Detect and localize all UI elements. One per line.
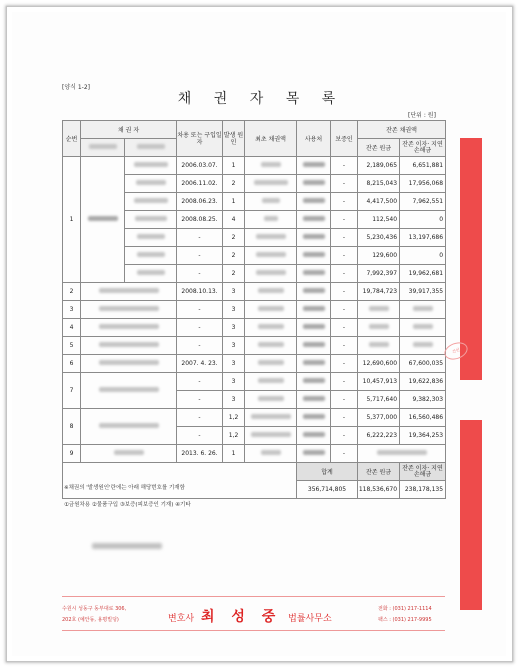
original-cell: [245, 445, 297, 463]
principal-cell: 7,992,397: [358, 265, 400, 283]
footer-firm-suffix: 법률사무소: [288, 614, 332, 624]
interest-cell: 19,364,253: [400, 427, 446, 445]
guarantor-cell: -: [331, 157, 358, 175]
usage-cell: [297, 265, 331, 283]
creditor-name-cell: [81, 157, 125, 283]
creditor-name-cell: [81, 337, 177, 355]
creditor-name-cell: [81, 355, 177, 373]
cause-cell: 3: [223, 355, 245, 373]
table-row: [63, 355, 446, 373]
principal-cell: 6,222,223: [358, 427, 400, 445]
summary-interest-label: 잔존 이자· 지연손해금: [400, 463, 446, 481]
seq-cell: 1: [63, 157, 81, 283]
original-cell: [245, 229, 297, 247]
seq-cell: 9: [63, 445, 81, 463]
original-cell: [245, 409, 297, 427]
header-row-1: [63, 121, 446, 139]
guarantor-cell: -: [331, 337, 358, 355]
header-guarantor: 보증인: [331, 121, 358, 157]
usage-cell: [297, 175, 331, 193]
principal-cell: 5,377,000: [358, 409, 400, 427]
table-row: [63, 301, 446, 319]
creditor-name-cell: [81, 283, 177, 301]
principal-cell: [358, 319, 400, 337]
interest-cell: 7,962,551: [400, 193, 446, 211]
date-cell: -: [177, 373, 223, 391]
guarantor-cell: -: [331, 427, 358, 445]
unit-label: [단위 : 원]: [408, 112, 436, 119]
guarantor-cell: -: [331, 373, 358, 391]
seq-cell: 5: [63, 337, 81, 355]
date-cell: 2008.06.23.: [177, 193, 223, 211]
footer-firm-name: [168, 606, 332, 626]
usage-cell: [297, 247, 331, 265]
creditor-detail-cell: [125, 157, 177, 175]
header-date: 차용 또는 구입일자: [177, 121, 223, 157]
creditor-name-cell: [81, 319, 177, 337]
interest-cell: 39,917,355: [400, 283, 446, 301]
usage-cell: [297, 283, 331, 301]
guarantor-cell: -: [331, 319, 358, 337]
usage-cell: [297, 427, 331, 445]
footer-contact: [378, 604, 432, 626]
usage-cell: [297, 391, 331, 409]
original-cell: [245, 319, 297, 337]
interest-cell: 13,197,686: [400, 229, 446, 247]
creditor-name-cell: [81, 409, 177, 445]
date-cell: -: [177, 319, 223, 337]
usage-cell: [297, 211, 331, 229]
header-original: 최초 채권액: [245, 121, 297, 157]
footer-address-line-1: 수원시 성동구 동부대로 306,: [62, 606, 127, 612]
date-cell: -: [177, 409, 223, 427]
creditor-name-cell: [81, 301, 177, 319]
interest-cell: 17,956,068: [400, 175, 446, 193]
creditor-table: [62, 120, 446, 499]
signature-blur: [92, 543, 162, 549]
principal-cell: 8,215,043: [358, 175, 400, 193]
usage-cell: [297, 301, 331, 319]
date-cell: -: [177, 265, 223, 283]
creditor-name-header: [81, 139, 125, 157]
cause-cell: 1,2: [223, 427, 245, 445]
header-seq: 순번: [63, 121, 81, 157]
date-cell: -: [177, 427, 223, 445]
table-row: [63, 409, 446, 427]
guarantor-cell: -: [331, 211, 358, 229]
notes-line-2: ①금원차용 ②물품구입 ③보증(피보증인 기재) ④기타: [64, 502, 191, 508]
date-cell: 2008.10.13.: [177, 283, 223, 301]
interest-cell: 19,622,836: [400, 373, 446, 391]
principal-cell: 129,600: [358, 247, 400, 265]
document-title: 채 권 자 목 록: [177, 91, 345, 107]
guarantor-cell: -: [331, 409, 358, 427]
guarantor-cell: -: [331, 391, 358, 409]
date-cell: 2006.03.07.: [177, 157, 223, 175]
principal-cell: [358, 337, 400, 355]
creditor-detail-cell: [125, 265, 177, 283]
creditor-detail-cell: [125, 193, 177, 211]
original-cell: [245, 301, 297, 319]
summary-principal-value: 118,536,670: [358, 481, 400, 499]
original-cell: [245, 157, 297, 175]
principal-cell: 10,457,913: [358, 373, 400, 391]
table-row: [63, 373, 446, 391]
date-cell: 2007. 4. 23.: [177, 355, 223, 373]
interest-cell: 0: [400, 211, 446, 229]
principal-cell: 5,717,640: [358, 391, 400, 409]
table-row: [63, 157, 446, 175]
remaining-cell: [358, 445, 446, 463]
summary-principal-label: 잔존 원금: [358, 463, 400, 481]
footer-address-line-2: 202호 (예안동, 용평빌딩): [62, 617, 119, 623]
summary-total-value: 356,714,805: [297, 481, 358, 499]
interest-cell: 0: [400, 247, 446, 265]
date-cell: 2008.08.25.: [177, 211, 223, 229]
original-cell: [245, 247, 297, 265]
cause-cell: 1: [223, 193, 245, 211]
original-cell: [245, 193, 297, 211]
guarantor-cell: -: [331, 301, 358, 319]
summary-interest-value: 238,178,135: [400, 481, 446, 499]
header-principal: 잔존 원금: [358, 139, 400, 157]
footer-rule-bottom: [62, 630, 445, 631]
original-cell: [245, 391, 297, 409]
table-row: [63, 337, 446, 355]
date-cell: -: [177, 247, 223, 265]
cause-cell: 1,2: [223, 409, 245, 427]
principal-cell: 12,690,600: [358, 355, 400, 373]
cause-cell: 3: [223, 283, 245, 301]
interest-cell: 6,651,881: [400, 157, 446, 175]
usage-cell: [297, 319, 331, 337]
summary-header-row: [63, 463, 446, 481]
cause-cell: 3: [223, 319, 245, 337]
table-row: [63, 283, 446, 301]
guarantor-cell: -: [331, 193, 358, 211]
date-cell: -: [177, 391, 223, 409]
date-cell: 2006.11.02.: [177, 175, 223, 193]
date-cell: -: [177, 229, 223, 247]
seq-cell: 6: [63, 355, 81, 373]
usage-cell: [297, 355, 331, 373]
creditor-detail-cell: [125, 229, 177, 247]
cause-cell: 3: [223, 301, 245, 319]
interest-cell: 19,962,681: [400, 265, 446, 283]
date-cell: -: [177, 301, 223, 319]
header-creditor: 채 권 자: [81, 121, 177, 139]
original-cell: [245, 211, 297, 229]
creditor-detail-cell: [125, 247, 177, 265]
guarantor-cell: -: [331, 355, 358, 373]
form-number: [양식 1-2]: [62, 84, 90, 91]
footer-firm-prefix: 변호사: [168, 614, 195, 624]
principal-cell: 112,540: [358, 211, 400, 229]
cause-cell: 1: [223, 445, 245, 463]
seq-cell: 7: [63, 373, 81, 409]
cause-cell: 2: [223, 247, 245, 265]
interest-cell: [400, 301, 446, 319]
usage-cell: [297, 373, 331, 391]
interest-cell: [400, 319, 446, 337]
footer-fax: 팩스 : (031) 217-9995: [378, 617, 432, 623]
table-row: [63, 445, 446, 463]
seq-cell: 2: [63, 283, 81, 301]
cause-cell: 2: [223, 175, 245, 193]
usage-cell: [297, 193, 331, 211]
right-red-bar-bottom: [460, 420, 482, 610]
original-cell: [245, 427, 297, 445]
date-cell: 2013. 6. 26.: [177, 445, 223, 463]
guarantor-cell: -: [331, 247, 358, 265]
header-remaining: 잔존 채권액: [358, 121, 446, 139]
guarantor-cell: -: [331, 175, 358, 193]
guarantor-cell: -: [331, 283, 358, 301]
principal-cell: [358, 301, 400, 319]
original-cell: [245, 373, 297, 391]
seq-cell: 8: [63, 409, 81, 445]
usage-cell: [297, 229, 331, 247]
header-cause: 발생 원인: [223, 121, 245, 157]
guarantor-cell: -: [331, 445, 358, 463]
original-cell: [245, 265, 297, 283]
seal-stamp: 간인: [442, 339, 470, 362]
interest-cell: 67,600,035: [400, 355, 446, 373]
footer-address: [62, 604, 126, 626]
date-cell: -: [177, 337, 223, 355]
original-cell: [245, 355, 297, 373]
creditor-detail-cell: [125, 211, 177, 229]
usage-cell: [297, 445, 331, 463]
principal-cell: 2,189,065: [358, 157, 400, 175]
header-interest: 잔존 이자· 지연손해금: [400, 139, 446, 157]
cause-cell: 3: [223, 391, 245, 409]
cause-cell: 1: [223, 157, 245, 175]
creditor-name-cell: [81, 445, 177, 463]
cause-cell: 3: [223, 373, 245, 391]
guarantor-cell: -: [331, 265, 358, 283]
seq-cell: 3: [63, 301, 81, 319]
guarantor-cell: -: [331, 229, 358, 247]
principal-cell: 5,230,436: [358, 229, 400, 247]
cause-cell: 4: [223, 211, 245, 229]
cause-cell: 3: [223, 337, 245, 355]
footer-phone: 전화 : (031) 217-1114: [378, 606, 432, 612]
footer-lawyer-name: 최 성 중: [200, 609, 282, 625]
summary-total-label: 합계: [297, 463, 358, 481]
seq-cell: 4: [63, 319, 81, 337]
notes-line-1: ※채권의 '발생원인'란에는 아래 해당번호를 기재함: [64, 485, 185, 491]
usage-cell: [297, 157, 331, 175]
cause-cell: 2: [223, 265, 245, 283]
creditor-address-header: [125, 139, 177, 157]
creditor-name-cell: [81, 373, 177, 409]
usage-cell: [297, 337, 331, 355]
principal-cell: 19,784,723: [358, 283, 400, 301]
cause-cell: 2: [223, 229, 245, 247]
original-cell: [245, 337, 297, 355]
principal-cell: 4,417,500: [358, 193, 400, 211]
creditor-detail-cell: [125, 175, 177, 193]
notes-text: [64, 483, 191, 517]
interest-cell: 9,382,303: [400, 391, 446, 409]
original-cell: [245, 175, 297, 193]
original-cell: [245, 283, 297, 301]
interest-cell: [400, 337, 446, 355]
header-usage: 사용처: [297, 121, 331, 157]
footer-rule-top: [62, 596, 445, 597]
usage-cell: [297, 409, 331, 427]
interest-cell: 16,560,486: [400, 409, 446, 427]
table-row: [63, 319, 446, 337]
